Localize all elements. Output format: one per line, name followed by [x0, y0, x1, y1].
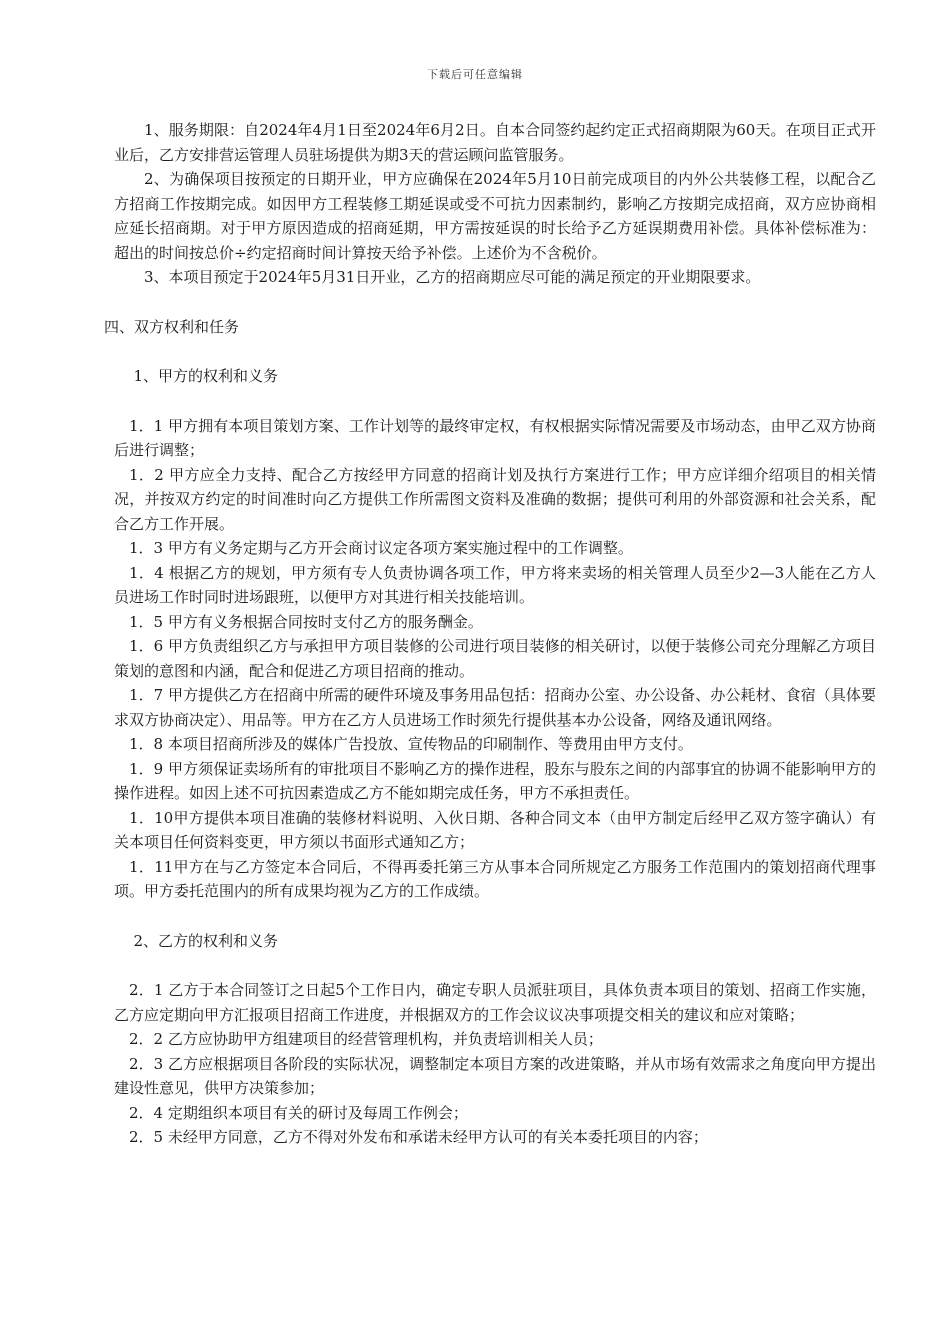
party-a-item: 1．7 甲方提供乙方在招商中所需的硬件环境及事务用品包括：招商办公室、办公设备、办公耗材、食宿（具体要求双方协商决定）、用品等。甲方在乙方人员进场工作时须先行提供基本办公设备，网络及通讯网络。 [114, 686, 876, 729]
party-b-item: 2．3 乙方应根据项目各阶段的实际状况，调整制定本项目方案的改进策略，并从市场有效需求之角度向甲方提出建设性意见，供甲方决策参加； [114, 1054, 876, 1097]
party-a-item: 1．8 本项目招商所涉及的媒体广告投放、宣传物品的印刷制作、等费用由甲方支付。 [129, 735, 693, 753]
party-b-item: 2．2 乙方应协助甲方组建项目的经营管理机构，并负责培训相关人员； [129, 1030, 603, 1048]
page-header-note: 下载后可任意编辑 [427, 68, 523, 81]
party-a-item: 1．6 甲方负责组织乙方与承担甲方项目装修的公司进行项目装修的相关研讨，以便于装修公司充分理解乙方项目策划的意图和内涵，配合和促进乙方项目招商的推动。 [114, 637, 876, 680]
document-body [104, 118, 876, 1150]
party-a-item: 1．4 根据乙方的规划，甲方须有专人负责协调各项工作，甲方将来卖场的相关管理人员至少2—3人能在乙方人员进场工作时同时进场跟班，以便甲方对其进行相关技能培训。 [114, 563, 876, 606]
opening-guarantee-paragraph: 2、为确保项目按预定的日期开业，甲方应确保在2024年5月10日前完成项目的内外公共装修工程，以配合乙方招商工作按期完成。如因甲方工程装修工期延误或受不可抗力因素制约，影响乙方按期完成招商，双方应协商相应延长招商期。对于甲方原因造成的招商延期，甲方需按延误的时长给予乙方延误期费用补偿。具体补偿标准为：超出的时间按总价÷约定招商时间计算按天给予补偿。上述价为不含税价。 [114, 170, 876, 262]
party-a-item: 1．5 甲方有义务根据合同按时支付乙方的服务酬金。 [129, 612, 483, 631]
party-b-item: 2．5 未经甲方同意，乙方不得对外发布和承诺未经甲方认可的有关本委托项目的内容； [129, 1128, 708, 1146]
opening-date-paragraph: 3、本项目预定于2024年5月31日开业，乙方的招商期应尽可能的满足预定的开业期限要求。 [144, 268, 761, 286]
party-a-rights-title: 1、甲方的权利和义务 [133, 367, 279, 385]
section-four-title: 四、双方权利和任务 [104, 317, 240, 336]
party-a-item: 1．1 甲方拥有本项目策划方案、工作计划等的最终审定权，有权根据实际情况需要及市场动态，由甲乙双方协商后进行调整； [114, 416, 876, 459]
party-b-item: 2．1 乙方于本合同签订之日起5个工作日内，确定专职人员派驻项目，具体负责本项目的策划、招商工作实施，乙方应定期向甲方汇报项目招商工作进度，并根据双方的工作会议议决事项提交相关的建议和应对策略； [114, 981, 876, 1024]
service-term-paragraph: 1、服务期限：自2024年4月1日至2024年6月2日。自本合同签约起约定正式招商期限为60天。在项目正式开业后，乙方安排营运管理人员驻场提供为期3天的营运顾问监管服务。 [114, 121, 876, 164]
party-a-item: 1．3 甲方有义务定期与乙方开会商讨议定各项方案实施过程中的工作调整。 [129, 539, 633, 557]
party-a-item: 1．2 甲方应全力支持、配合乙方按经甲方同意的招商计划及执行方案进行工作；甲方应详细介绍项目的相关情况，并按双方约定的时间准时向乙方提供工作所需图文资料及准确的数据；提供可利用的外部资源和社会关系，配合乙方工作开展。 [114, 465, 876, 533]
party-b-rights-title: 2、乙方的权利和义务 [133, 931, 279, 950]
party-b-item: 2．4 定期组织本项目有关的研讨及每周工作例会； [129, 1103, 468, 1122]
party-a-item: 1．10甲方提供本项目准确的装修材料说明、入伙日期、各种合同文本（由甲方制定后经甲乙双方签字确认）有关本项目任何资料变更，甲方须以书面形式通知乙方； [114, 808, 876, 851]
party-a-item: 1．11甲方在与乙方签定本合同后，不得再委托第三方从事本合同所规定乙方服务工作范围内的策划招商代理事项。甲方委托范围内的所有成果均视为乙方的工作成绩。 [114, 857, 876, 900]
party-a-item: 1．9 甲方须保证卖场所有的审批项目不影响乙方的操作进程，股东与股东之间的内部事宜的协调不能影响甲方的操作进程。如因上述不可抗因素造成乙方不能如期完成任务，甲方不承担责任。 [114, 759, 876, 802]
